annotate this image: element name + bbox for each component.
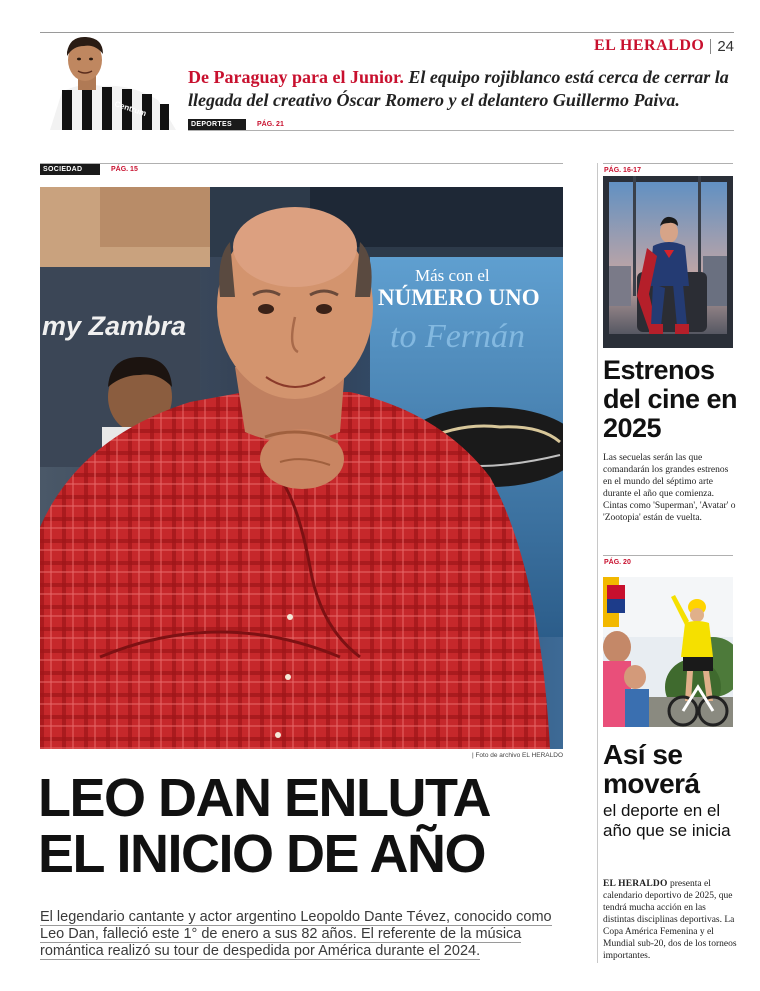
deporte-body-text: presenta el calendario deportivo de 2025, que tendrá mucha acción en las distintas disciplinas deportivas. La Copa América Femenina y el Mundial sub-20, dos de los torneos importantes. bbox=[603, 879, 737, 961]
page-separator bbox=[710, 39, 711, 54]
photo-credit: | Foto de archivo EL HERALDO bbox=[471, 752, 563, 759]
poster-name-text: my Zambra bbox=[42, 311, 187, 341]
cine-body: Las secuelas serán las que comandarán los grandes estrenos en el mundo del séptimo arte durante el año que comienza. Cintas como 'Superman', 'Avatar' o 'Zootopia' están de vuelta. bbox=[603, 453, 736, 523]
brand-name[interactable]: EL HERALDO bbox=[593, 37, 705, 54]
page-ref-deporte[interactable]: PÁG. 20 bbox=[604, 559, 631, 566]
main-photo-leo-dan[interactable] bbox=[40, 187, 563, 749]
page-ref-cine[interactable]: PÁG. 16-17 bbox=[604, 167, 641, 174]
teaser-lead: De Paraguay para el Junior. bbox=[188, 67, 404, 87]
banner-script-text: to Fernán bbox=[390, 318, 526, 355]
main-summary bbox=[40, 909, 565, 960]
banner-text-line1: Más con el bbox=[415, 266, 490, 285]
main-headline[interactable] bbox=[38, 770, 568, 882]
teaser-player-photo[interactable] bbox=[40, 34, 180, 130]
headline-line-1: LEO DAN ENLUTA bbox=[38, 768, 490, 828]
section-tag-sociedad: SOCIEDAD bbox=[40, 164, 100, 175]
teaser-body: El equipo rojiblanco está cerca de cerrar la llegada del creativo Óscar Romero y el delantero Guillermo Paiva. bbox=[188, 67, 729, 110]
page-ref-sociedad[interactable]: PÁG. 15 bbox=[111, 166, 138, 173]
jersey-sponsor-text: Centrum bbox=[113, 99, 148, 119]
deporte-body bbox=[603, 878, 737, 962]
header-top-rule bbox=[40, 32, 734, 33]
banner-text-line2: NÚMERO UNO bbox=[378, 285, 540, 310]
headline-line-2: EL INICIO DE AÑO bbox=[38, 824, 486, 884]
masthead bbox=[594, 37, 734, 55]
summary-text: El legendario cantante y actor argentino Leopoldo Dante Tévez, conocido como Leo Dan, falleció este 1° de enero a sus 82 años. El referente de la música romántica realizó su tour de despedida por América durante el 2024. bbox=[40, 909, 552, 959]
page-number: 24 bbox=[717, 37, 734, 55]
superman-photo[interactable] bbox=[603, 176, 733, 348]
cyclist-photo[interactable] bbox=[603, 577, 733, 727]
section-tag-deportes: DEPORTES bbox=[188, 119, 246, 130]
sidebar-mid-rule bbox=[603, 555, 733, 556]
column-divider bbox=[597, 163, 598, 963]
teaser-bottom-rule bbox=[188, 130, 734, 131]
deporte-subtitle: el deporte en el año que se inicia bbox=[603, 801, 731, 840]
sidebar-top-rule bbox=[603, 163, 733, 164]
deporte-headline[interactable]: Así se moverá bbox=[603, 739, 700, 799]
cine-headline[interactable]: Estrenos del cine en 2025 bbox=[603, 355, 738, 443]
page-ref-deportes[interactable]: PÁG. 21 bbox=[257, 121, 284, 128]
deporte-body-lead: EL HERALDO bbox=[603, 879, 668, 889]
teaser-headline[interactable] bbox=[188, 66, 738, 112]
